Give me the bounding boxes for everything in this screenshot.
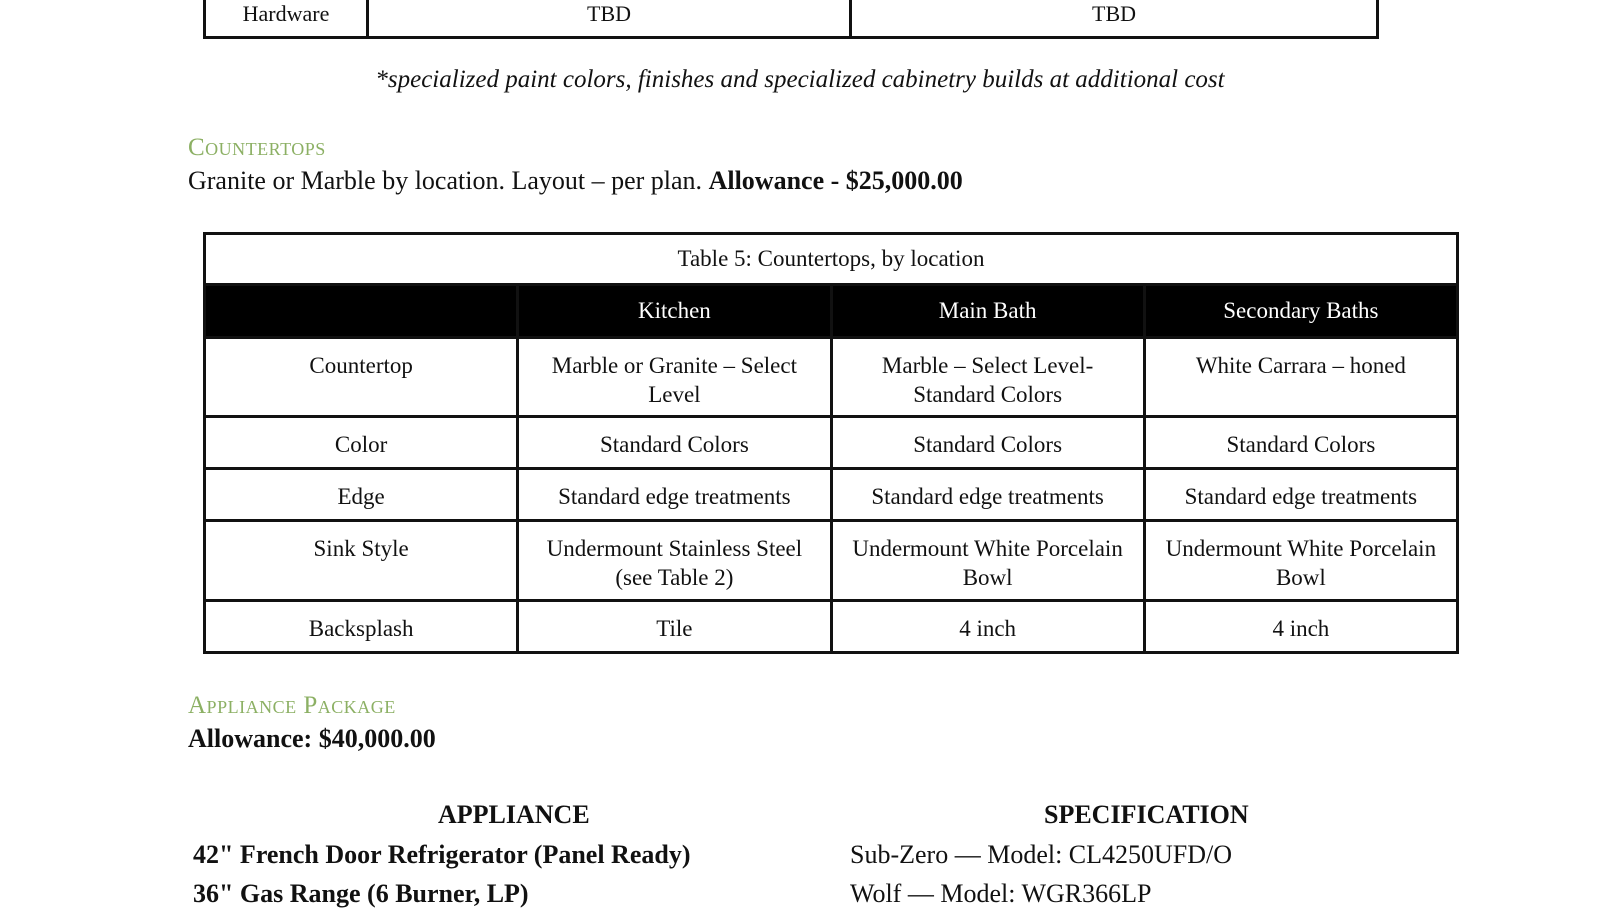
appliance-heading: Appliance Package [188,692,396,719]
table-row [205,469,1458,521]
countertops-allowance: Allowance - $25,000.00 [708,166,963,195]
table-cell: TBD [851,0,1378,38]
table-cell: Standard Colors [1144,417,1457,469]
row-label: Sink Style [205,521,518,601]
table-cell: Marble – Select Level-Standard Colors [831,338,1144,417]
table-cell: Marble or Granite – Select Level [518,338,831,417]
row-label: Countertop [205,338,518,417]
table-cell: TBD [368,0,851,38]
cost-note: *specialized paint colors, finishes and specialized cabinetry builds at additional cost [375,66,1225,93]
table-cell: Undermount Stainless Steel (see Table 2) [518,521,831,601]
table-cell: Standard edge treatments [831,469,1144,521]
appliance-column-header: APPLIANCE [438,800,590,829]
table-caption: Table 5: Countertops, by location [205,234,1458,285]
countertops-table [203,232,1459,654]
table-cell: 4 inch [1144,601,1457,653]
appliance-spec: Wolf — Model: WGR366LP [850,879,1152,908]
table-row [205,601,1458,653]
table-cell: Standard Colors [518,417,831,469]
table-cell: Standard edge treatments [518,469,831,521]
table-cell: Standard edge treatments [1144,469,1457,521]
table-header-row [205,285,1458,338]
table-cell: White Carrara – honed [1144,338,1457,417]
table-cell: Hardware [205,0,368,38]
table-cell: 4 inch [831,601,1144,653]
appliance-item: 42" French Door Refrigerator (Panel Ready) [193,840,691,869]
countertops-heading: Countertops [188,134,326,161]
appliance-allowance: Allowance: $40,000.00 [188,724,436,753]
column-header [205,285,518,338]
appliance-spec: Sub-Zero — Model: CL4250UFD/O [850,840,1233,869]
table-row [205,417,1458,469]
row-label: Backsplash [205,601,518,653]
row-label: Color [205,417,518,469]
appliance-item: 36" Gas Range (6 Burner, LP) [193,879,529,908]
table-row [205,338,1458,417]
specification-column-header: SPECIFICATION [1044,800,1249,829]
table-cell: Undermount White Porcelain Bowl [831,521,1144,601]
countertops-description [188,166,963,196]
table-row [205,521,1458,601]
column-header-main-bath: Main Bath [831,285,1144,338]
hardware-table [203,0,1379,39]
column-header-secondary-baths: Secondary Baths [1144,285,1457,338]
table-cell: Tile [518,601,831,653]
column-header-kitchen: Kitchen [518,285,831,338]
table-cell: Undermount White Porcelain Bowl [1144,521,1457,601]
row-label: Edge [205,469,518,521]
table-row [205,0,1378,38]
countertops-text: Granite or Marble by location. Layout – per plan. [188,166,703,195]
table-cell: Standard Colors [831,417,1144,469]
